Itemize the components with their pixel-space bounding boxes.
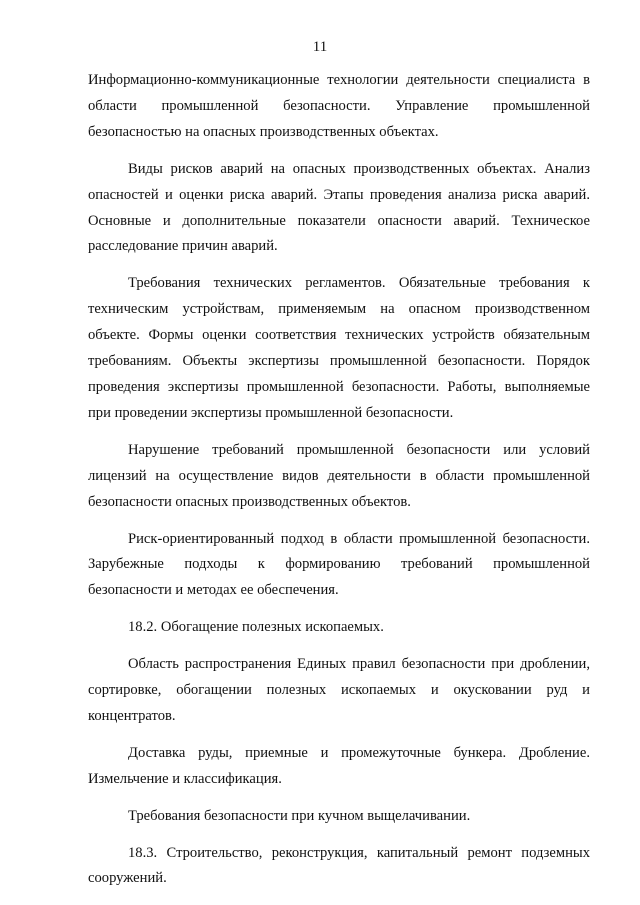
paragraph-it-technologies: Информационно-коммуникационные технологии деятельности специалиста в области промышленной безопасности. Управление промышленной безопасностью на опасных производственных объектах. [88,72,590,140]
section-heading-18-2: 18.2. Обогащение полезных ископаемых. [128,619,384,636]
paragraph-heap-leaching: Требования безопасности при кучном выщелачивании. [128,807,471,824]
paragraph-accident-risks: Виды рисков аварий на опасных производственных объектах. Анализ опасностей и оценки риска аварий. Этапы проведения анализа риска аварий. Основные и дополнительные показатели опасности аварий. Техническое расследование причин аварий. [88,160,590,255]
page-number: 11 [312,39,328,55]
paragraph-unified-rules-scope: Область распространения Единых правил безопасности при дроблении, сортировке, обогащении полезных ископаемых и окусковании руд и концентратов. [88,656,590,724]
paragraph-risk-oriented-approach: Риск-ориентированный подход в области промышленной безопасности. Зарубежные подходы к формированию требований промышленной безопасности и методах ее обеспечения. [88,530,590,599]
paragraph-technical-regulations: Требования технических регламентов. Обязательные требования к техническим устройствам, применяемым на опасном производственном объекте. Формы оценки соответствия технических устройств обязательным требованиям. Объекты экспертизы промышленной безопасности. Порядок проведения экспертизы промышленной безопасности. Работы, выполняемые при проведении экспертизы промышленной безопасности. [88,275,590,421]
section-heading-18-3: 18.3. Строительство, реконструкция, капитальный ремонт подземных сооружений. [88,844,590,887]
paragraph-ore-delivery: Доставка руды, приемные и промежуточные бункера. Дробление. Измельчение и классификация. [88,744,590,787]
document-body [88,68,590,903]
paragraph-violations: Нарушение требований промышленной безопасности или условий лицензий на осуществление видов деятельности в области промышленной безопасности опасных производственных объектов. [88,441,590,510]
